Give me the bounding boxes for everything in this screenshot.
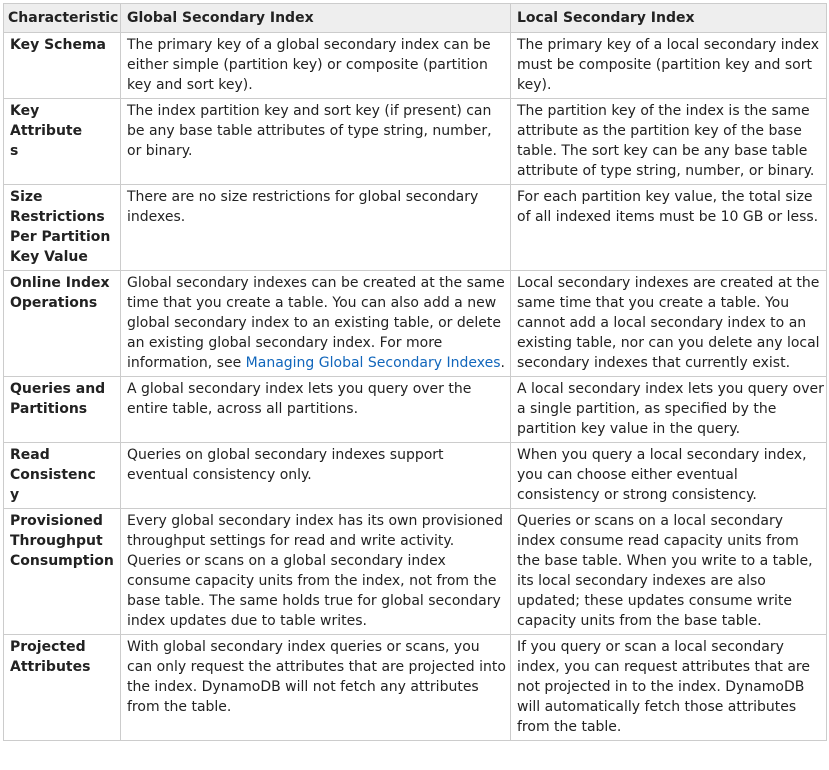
row-label-queries-and-partitions: Queries and Partitions bbox=[4, 377, 121, 443]
row-label-key-schema: Key Schema bbox=[4, 33, 121, 99]
table-row bbox=[4, 443, 827, 509]
table-row bbox=[4, 509, 827, 635]
lsi-cell: Local secondary indexes are created at the same time that you create a table. You cannot add a local secondary index to an existing table, nor can you delete any local secondary indexes that currently exist. bbox=[511, 271, 827, 377]
gsi-cell: A global secondary index lets you query over the entire table, across all partitions. bbox=[121, 377, 511, 443]
row-label-online-index-operations: Online Index Operations bbox=[4, 271, 121, 377]
row-label-read-consistency: Read Consistency bbox=[4, 443, 121, 509]
table-row bbox=[4, 33, 827, 99]
gsi-cell bbox=[121, 271, 511, 377]
table-body bbox=[4, 33, 827, 741]
lsi-cell: For each partition key value, the total size of all indexed items must be 10 GB or less. bbox=[511, 185, 827, 271]
managing-gsi-link[interactable]: Managing Global Secondary Indexes bbox=[245, 355, 501, 371]
gsi-cell-text: Global secondary indexes can be created at the same time that you create a table. You can also add a new global secondary index to an existing table, or delete an existing global secondary index. For more information, see bbox=[127, 275, 505, 371]
lsi-cell: A local secondary index lets you query over a single partition, as specified by the partition key value in the query. bbox=[511, 377, 827, 443]
row-label-size-restrictions: Size Restrictions Per Partition Key Value bbox=[4, 185, 121, 271]
row-label-projected-attributes: Projected Attributes bbox=[4, 635, 121, 741]
row-label-provisioned-throughput: Provisioned Throughput Consumption bbox=[4, 509, 121, 635]
lsi-cell: The partition key of the index is the same attribute as the partition key of the base table. The sort key can be any base table attribute of type string, number, or binary. bbox=[511, 99, 827, 185]
header-local-secondary-index: Local Secondary Index bbox=[511, 4, 827, 33]
table-row bbox=[4, 377, 827, 443]
lsi-cell: The primary key of a local secondary index must be composite (partition key and sort key). bbox=[511, 33, 827, 99]
lsi-cell: If you query or scan a local secondary index, you can request attributes that are not projected in to the index. DynamoDB will automatically fetch those attributes from the table. bbox=[511, 635, 827, 741]
header-global-secondary-index: Global Secondary Index bbox=[121, 4, 511, 33]
lsi-cell: Queries or scans on a local secondary index consume read capacity units from the base table. When you write to a table, its local secondary indexes are also updated; these updates consume write capacity units from the base table. bbox=[511, 509, 827, 635]
row-label-key-attributes: Key Attributes bbox=[4, 99, 121, 185]
table-row bbox=[4, 271, 827, 377]
gsi-cell: With global secondary index queries or scans, you can only request the attributes that are projected into the index. DynamoDB will not fetch any attributes from the table. bbox=[121, 635, 511, 741]
header-characteristic: Characteristic bbox=[4, 4, 121, 33]
table-row bbox=[4, 635, 827, 741]
table-row bbox=[4, 185, 827, 271]
table-header bbox=[4, 4, 827, 33]
gsi-cell: The index partition key and sort key (if present) can be any base table attributes of type string, number, or binary. bbox=[121, 99, 511, 185]
gsi-cell: There are no size restrictions for global secondary indexes. bbox=[121, 185, 511, 271]
table-row bbox=[4, 99, 827, 185]
gsi-cell: Queries on global secondary indexes support eventual consistency only. bbox=[121, 443, 511, 509]
lsi-cell: When you query a local secondary index, you can choose either eventual consistency or strong consistency. bbox=[511, 443, 827, 509]
gsi-cell-text-end: . bbox=[500, 355, 505, 371]
header-row bbox=[4, 4, 827, 33]
gsi-cell: Every global secondary index has its own provisioned throughput settings for read and write activity. Queries or scans on a global secondary index consume capacity units from the index, not from the base table. The same holds true for global secondary index updates due to table writes. bbox=[121, 509, 511, 635]
gsi-cell: The primary key of a global secondary index can be either simple (partition key) or composite (partition key and sort key). bbox=[121, 33, 511, 99]
comparison-table bbox=[3, 3, 827, 741]
